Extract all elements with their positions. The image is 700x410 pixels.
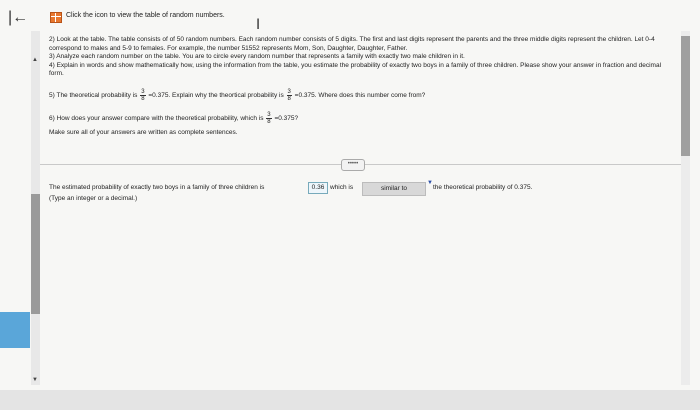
- fraction: $\frac{3}{8}$: [267, 111, 271, 125]
- back-arrow-icon[interactable]: |←: [8, 9, 29, 26]
- dropdown-caret-icon[interactable]: ▼: [427, 180, 433, 186]
- fraction: $\frac{3}{8}$: [141, 88, 145, 102]
- question-6: 6) How does your answer compare with the theoretical probability, which is $\frac{3}{8}$ =0.375?: [49, 111, 299, 125]
- question-text: [49, 36, 669, 138]
- side-panel-blue: [0, 312, 30, 348]
- comparison-select[interactable]: similar to: [362, 182, 426, 196]
- bottom-strip: [0, 390, 700, 410]
- table-icon[interactable]: [50, 12, 62, 23]
- question-2: 2) Look at the table. The table consists of of 50 random numbers. Each random number consists of 5 digits. The first and last digits represent the parents and the three middle digits represent the children. Let 0-4 correspond to males and 5-9 to females. For example, the number 51552 represents Mom, Son, Daughter, Daughter, Father.: [49, 36, 655, 52]
- scroll-down-icon[interactable]: ▼: [32, 377, 38, 383]
- fraction: $\frac{3}{8}$: [287, 88, 291, 102]
- question-4: 4) Explain in words and show mathematically how, using the information from the table, you estimate the probability of exactly two boys in a family of three children. Please show your answer in fraction and decimal form.: [49, 61, 662, 78]
- scroll-up-icon[interactable]: ▲: [32, 57, 38, 63]
- question-5: 5) The theoretical probability is $\frac{3}{8}$ =0.375. Explain why the theortical probability is $\frac{3}{8}$ =0.375. Where does this number come from?: [49, 88, 426, 102]
- input-hint: (Type an integer or a decimal.): [49, 195, 138, 202]
- make-sure-note: Make sure all of your answers are written as complete sentences.: [49, 128, 238, 136]
- expand-more-button[interactable]: •••••: [341, 159, 365, 171]
- question-3: 3) Analyze each random number on the table. You are to circle every random number that represents a family with exactly two male children in it.: [49, 53, 465, 61]
- text-cursor-icon: I: [256, 17, 261, 33]
- which-is-label: which is: [330, 184, 354, 191]
- answer-suffix: the theoretical probability of 0.375.: [433, 184, 533, 191]
- click-instruction: Click the icon to view the table of random numbers.: [66, 12, 225, 19]
- left-scroll-thumb[interactable]: [31, 194, 40, 314]
- right-scroll-thumb[interactable]: [681, 36, 690, 156]
- answer-input[interactable]: 0.36: [308, 182, 328, 194]
- top-bar: [0, 0, 700, 33]
- answer-prefix: The estimated probability of exactly two boys in a family of three children is: [49, 184, 265, 191]
